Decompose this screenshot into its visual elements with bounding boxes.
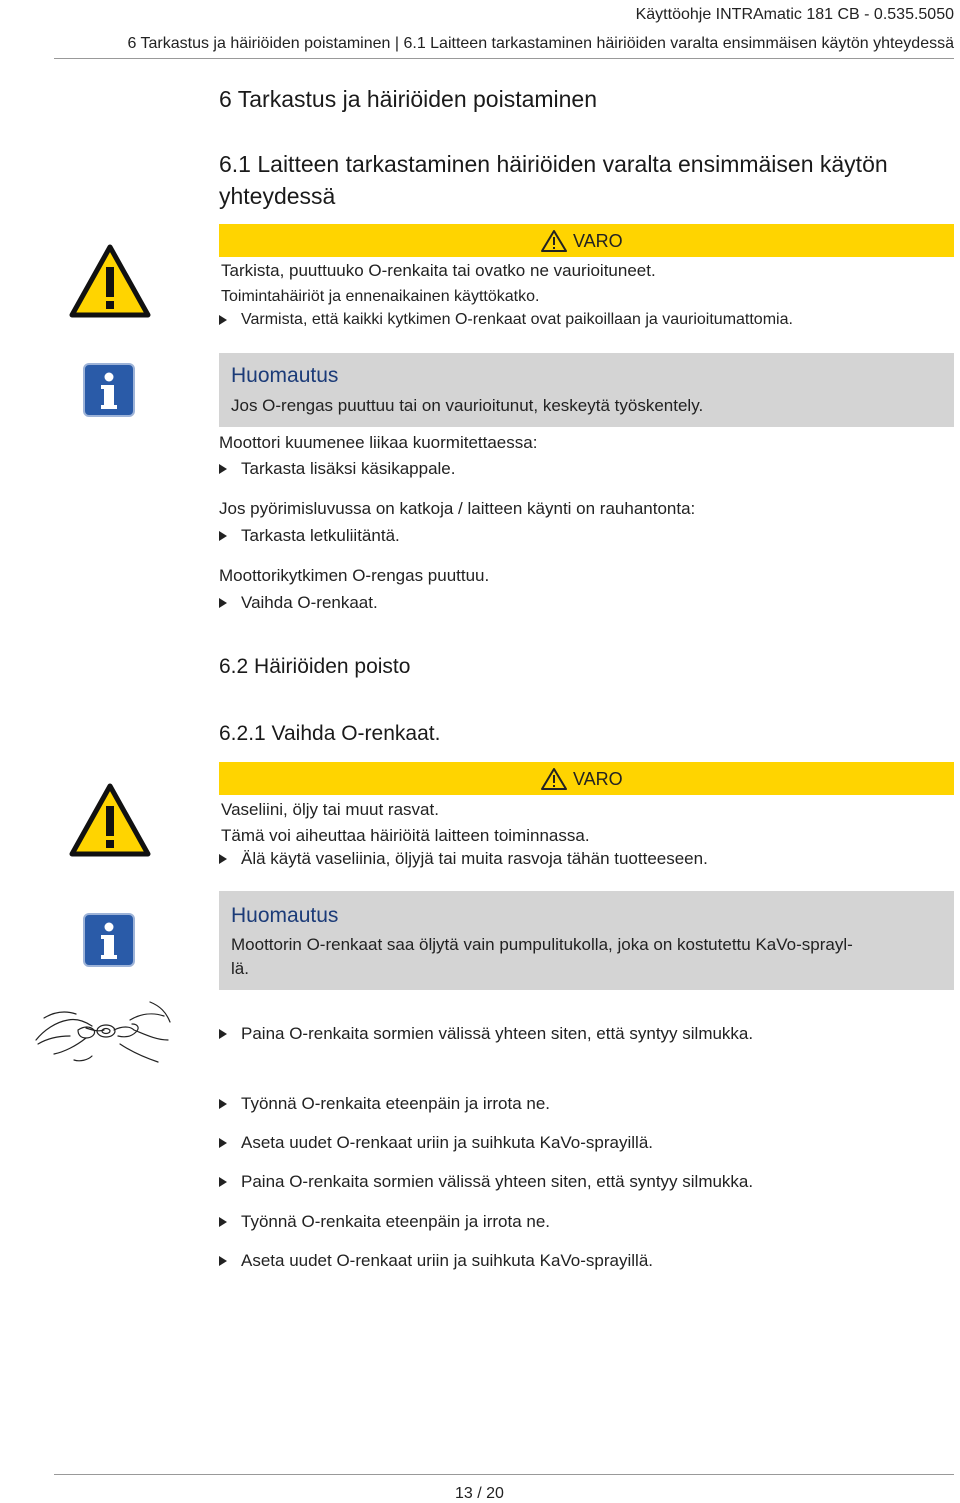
bullet-arrow-icon: [219, 854, 227, 864]
caution-banner: [219, 762, 954, 795]
step-item: Paina O-renkaita sormien välissä yhteen siten, että syntyy silmukka.: [205, 1172, 753, 1192]
caution-consequence: Tämä voi aiheuttaa häiriöitä laitteen toiminnassa.: [221, 826, 590, 845]
warning-icon: [68, 782, 152, 858]
document-title: Käyttöohje INTRAmatic 181 CB - 0.535.5050: [635, 6, 954, 23]
bullet-arrow-icon: [219, 1217, 227, 1227]
subsection-6-2-title: 6.2 Häiriöiden poisto: [219, 655, 411, 678]
step-item: Työnnä O-renkaita eteenpäin ja irrota ne.: [205, 1212, 550, 1232]
step-item: Työnnä O-renkaita eteenpäin ja irrota ne.: [205, 1094, 550, 1114]
remedy-action: Tarkasta lisäksi käsikappale.: [205, 459, 455, 479]
header-divider: [54, 58, 954, 59]
note-text-line-1: Moottorin O-renkaat saa öljytä vain pumpulitukolla, joka on kostutettu KaVo-sprayl-: [231, 935, 853, 954]
note-text-line-2: lä.: [231, 959, 249, 978]
symptom-text: Moottorikytkimen O-rengas puuttuu.: [219, 566, 490, 585]
bullet-arrow-icon: [219, 531, 227, 541]
subsection-6-1-title: 6.1 Laitteen tarkastaminen häiriöiden varalta ensimmäisen käytön yhteydessä: [219, 151, 888, 209]
bullet-arrow-icon: [219, 598, 227, 608]
caution-heading: Vaseliini, öljy tai muut rasvat.: [221, 800, 439, 819]
step-item: Aseta uudet O-renkaat uriin ja suihkuta KaVo-sprayillä.: [205, 1133, 653, 1153]
bullet-arrow-icon: [219, 1138, 227, 1148]
warning-icon-small: [541, 229, 567, 253]
info-icon: [82, 362, 136, 418]
bullet-arrow-icon: [219, 1256, 227, 1266]
bullet-arrow-icon: [219, 315, 227, 325]
subsection-6-2-1-title: 6.2.1 Vaihda O-renkaat.: [219, 722, 441, 745]
bullet-arrow-icon: [219, 1029, 227, 1039]
remedy-action: Vaihda O-renkaat.: [205, 593, 378, 613]
caution-heading: Tarkista, puuttuuko O-renkaita tai ovatko ne vaurioituneet.: [221, 261, 656, 280]
caution-banner: [219, 224, 954, 257]
o-ring-hands-illustration: [34, 1000, 172, 1066]
note-box: [219, 353, 954, 427]
bullet-arrow-icon: [219, 1099, 227, 1109]
symptom-text: Moottori kuumenee liikaa kuormitettaessa:: [219, 433, 538, 452]
bullet-arrow-icon: [219, 464, 227, 474]
warning-icon-small: [541, 767, 567, 791]
warning-icon: [68, 243, 152, 319]
note-title: Huomautus: [231, 904, 339, 927]
note-box: [219, 891, 954, 990]
caution-action: Älä käytä vaseliinia, öljyjä tai muita rasvoja tähän tuotteeseen.: [205, 849, 708, 869]
section-title: 6 Tarkastus ja häiriöiden poistaminen: [219, 86, 598, 112]
caution-label: VARO: [573, 230, 623, 251]
bullet-arrow-icon: [219, 1177, 227, 1187]
note-title: Huomautus: [231, 364, 339, 387]
remedy-action: Tarkasta letkuliitäntä.: [205, 526, 400, 546]
note-text: Jos O-rengas puuttuu tai on vaurioitunut, keskeytä työskentely.: [231, 396, 704, 415]
caution-label: VARO: [573, 768, 623, 789]
info-icon: [82, 912, 136, 968]
breadcrumb: 6 Tarkastus ja häiriöiden poistaminen | 6.1 Laitteen tarkastaminen häiriöiden varalta ensimmäisen käytön yhteydessä: [127, 35, 954, 52]
step-item: Aseta uudet O-renkaat uriin ja suihkuta KaVo-sprayillä.: [205, 1251, 653, 1271]
caution-consequence: Toimintahäiriöt ja ennenaikainen käyttökatko.: [221, 288, 540, 305]
footer-divider: [54, 1474, 954, 1475]
symptom-text: Jos pyörimisluvussa on katkoja / laitteen käynti on rauhantonta:: [219, 499, 696, 518]
caution-action: Varmista, että kaikki kytkimen O-renkaat ovat paikoillaan ja vaurioitumattomia.: [205, 311, 793, 329]
page-number: 13 / 20: [455, 1485, 504, 1502]
step-item: Paina O-renkaita sormien välissä yhteen siten, että syntyy silmukka.: [205, 1024, 753, 1044]
